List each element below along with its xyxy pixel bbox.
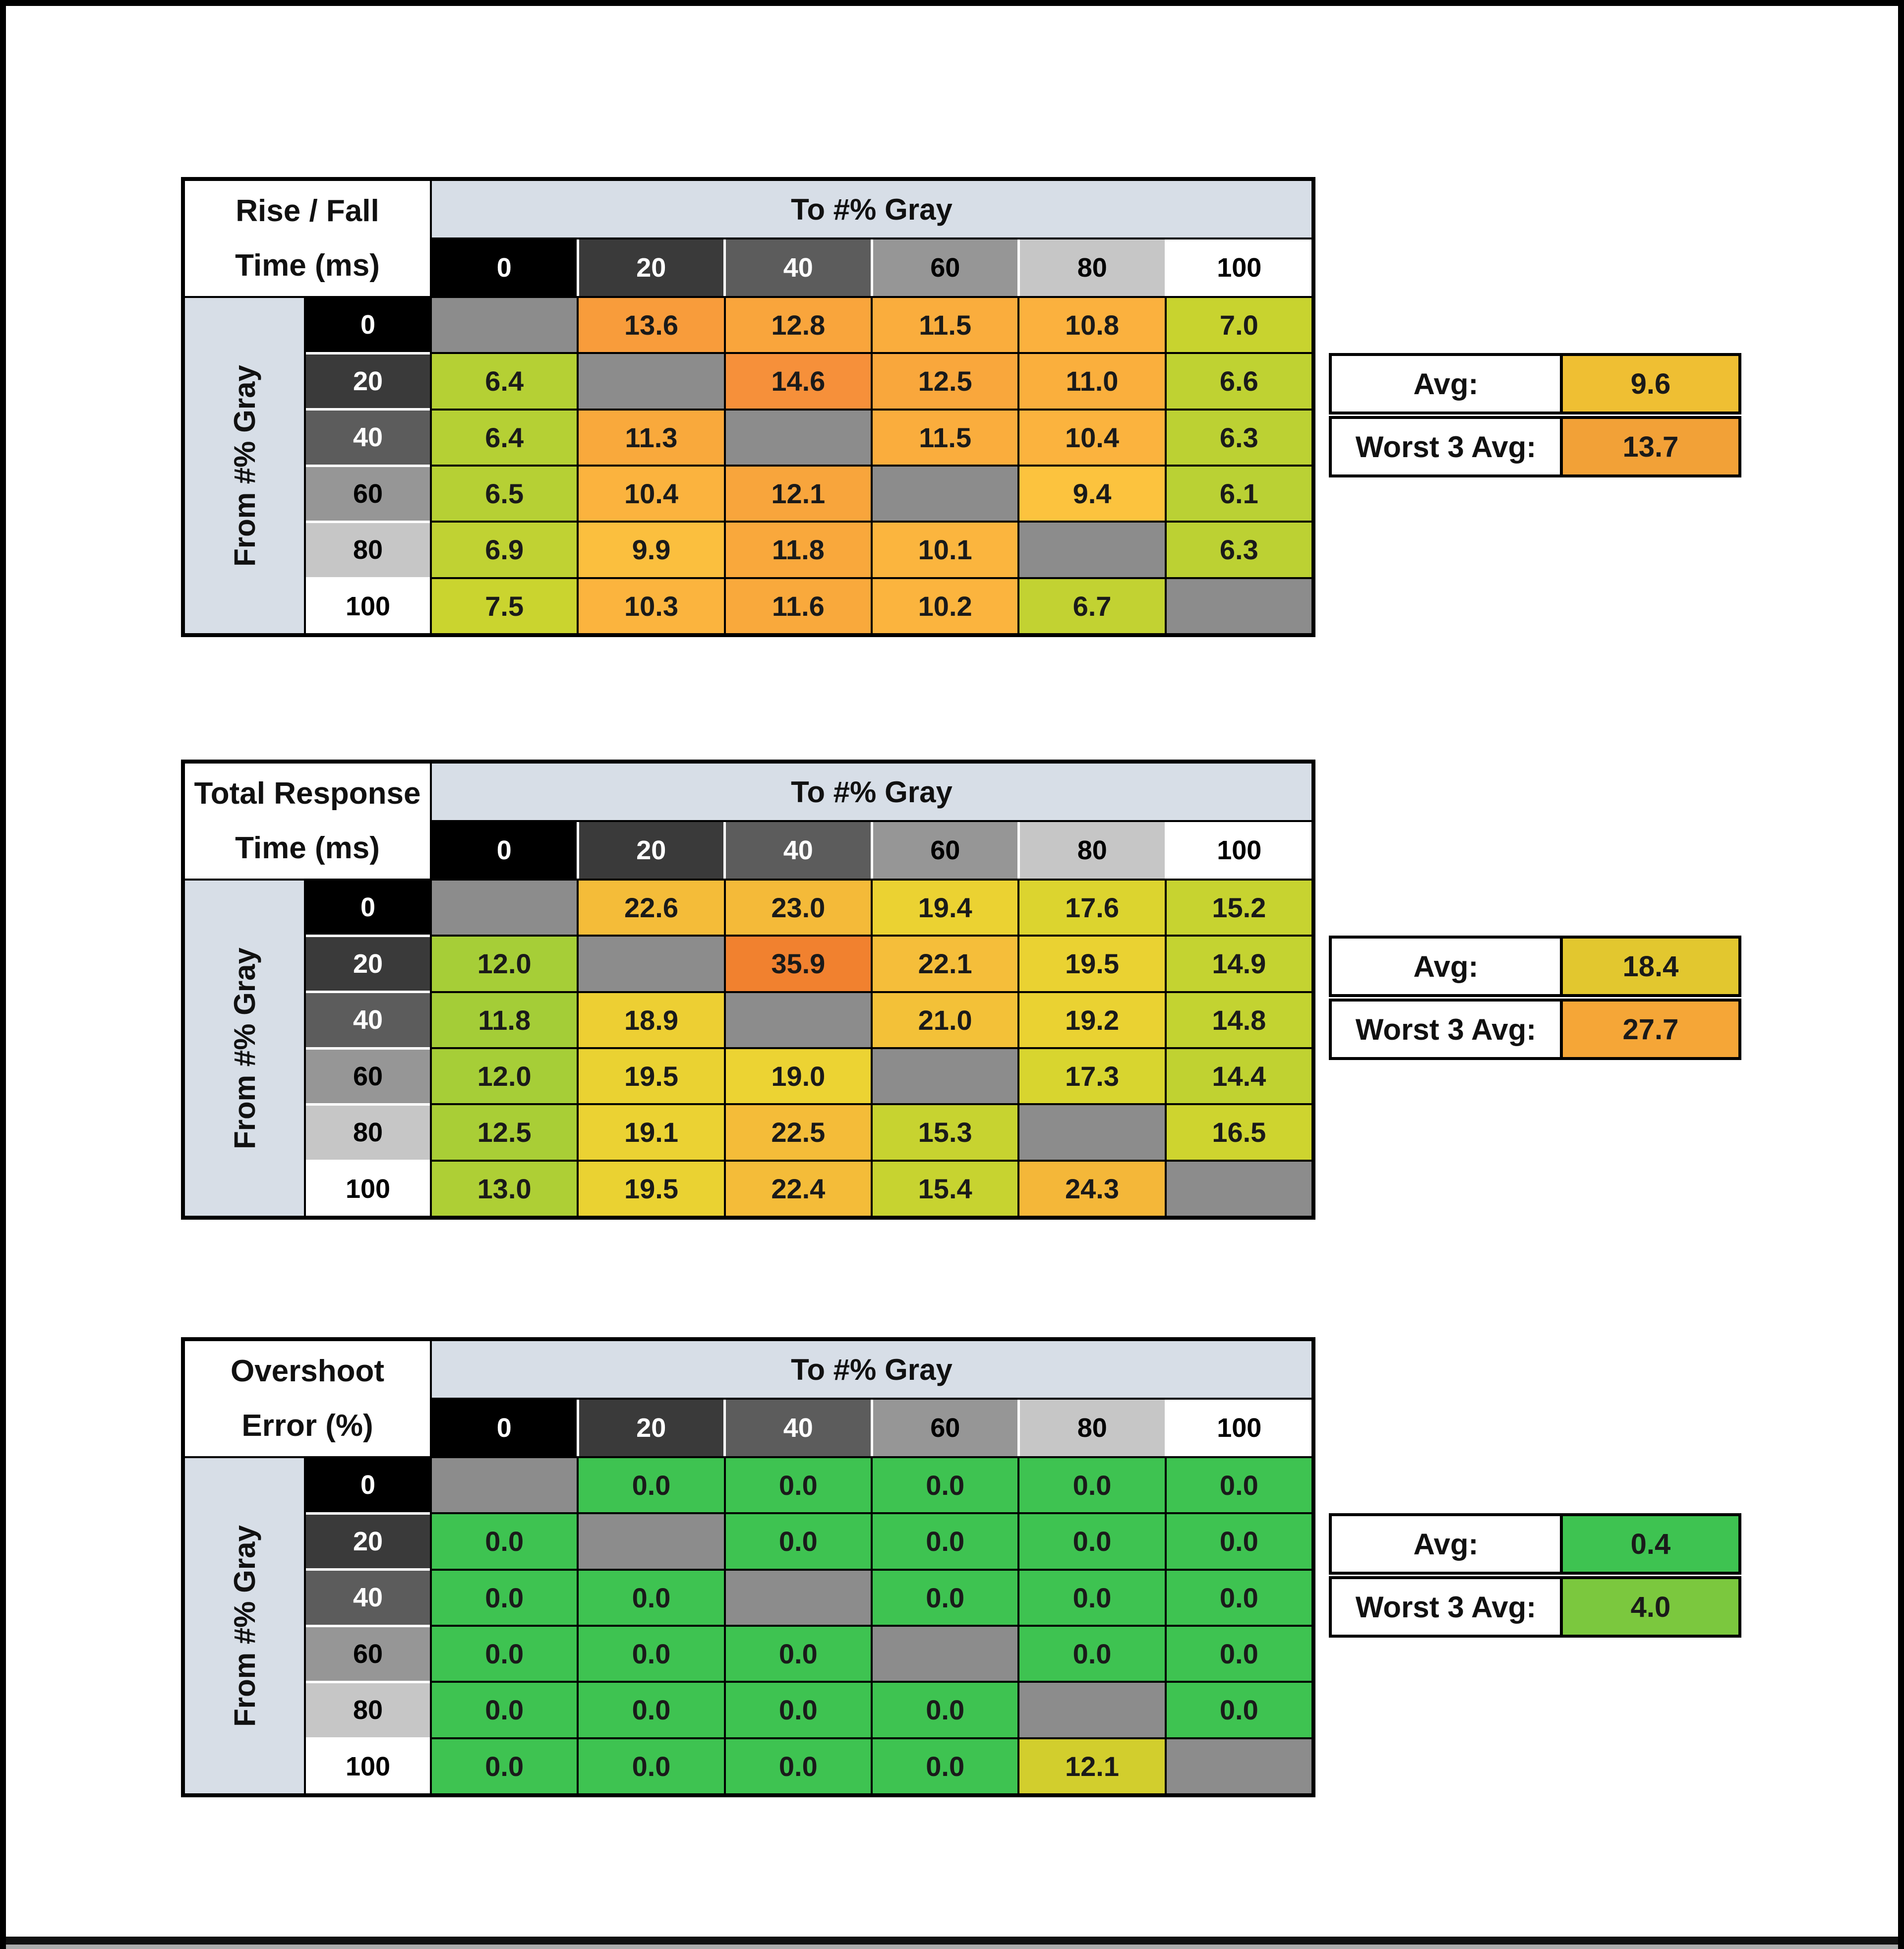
- worst3-value: 13.7: [1563, 419, 1738, 474]
- cell-from20-to80: 11.0: [1019, 354, 1164, 408]
- cell-from80-to0: 0.0: [432, 1683, 577, 1737]
- from-gray-cell: [185, 298, 304, 633]
- col-header-20: 20: [579, 239, 724, 296]
- col-header-40: 40: [726, 239, 871, 296]
- cell-from40-to0: 0.0: [432, 1571, 577, 1625]
- cell-from100-to100: [1167, 1162, 1311, 1216]
- table-title: [185, 1341, 430, 1456]
- cell-from100-to0: 13.0: [432, 1162, 577, 1216]
- row-header-100: 100: [306, 580, 430, 634]
- rise-fall-time-table: [181, 177, 1315, 637]
- cell-from60-to0: 12.0: [432, 1049, 577, 1103]
- row-headers: [306, 881, 430, 1216]
- col-header-20: 20: [579, 1400, 724, 1456]
- row-header-80: 80: [306, 1106, 430, 1160]
- cell-from80-to20: 0.0: [579, 1683, 723, 1737]
- cell-from20-to40: 35.9: [726, 937, 871, 991]
- col-header-40: 40: [726, 1400, 871, 1456]
- cell-from0-to20: 0.0: [579, 1458, 723, 1512]
- worst3-value: 27.7: [1563, 1002, 1738, 1057]
- cell-from40-to60: 0.0: [873, 1571, 1017, 1625]
- col-header-20: 20: [579, 822, 724, 879]
- cell-from0-to100: 7.0: [1167, 298, 1311, 352]
- from-gray-label: From #% Gray: [228, 1525, 261, 1727]
- row-header-0: 0: [306, 881, 430, 935]
- cell-from40-to80: 19.2: [1019, 993, 1164, 1047]
- cell-from20-to0: 12.0: [432, 937, 577, 991]
- col-header-60: 60: [873, 239, 1018, 296]
- cell-from20-to60: 0.0: [873, 1514, 1017, 1568]
- worst3-row: [1329, 999, 1741, 1060]
- cell-from80-to0: 6.9: [432, 523, 577, 577]
- cell-from0-to20: 13.6: [579, 298, 723, 352]
- cell-from60-to80: 0.0: [1019, 1627, 1164, 1681]
- cell-from80-to40: 22.5: [726, 1105, 871, 1159]
- cell-from60-to40: 19.0: [726, 1049, 871, 1103]
- row-header-40: 40: [306, 1571, 430, 1625]
- cell-from60-to0: 6.5: [432, 467, 577, 521]
- cell-from100-to80: 6.7: [1019, 579, 1164, 633]
- cell-from100-to0: 7.5: [432, 579, 577, 633]
- cell-from80-to20: 9.9: [579, 523, 723, 577]
- data-grid: [432, 1458, 1311, 1793]
- cell-from40-to0: 6.4: [432, 411, 577, 465]
- cell-from0-to40: 0.0: [726, 1458, 871, 1512]
- cell-from80-to40: 11.8: [726, 523, 871, 577]
- cell-from80-to100: 6.3: [1167, 523, 1311, 577]
- cell-from40-to60: 21.0: [873, 993, 1017, 1047]
- row-header-0: 0: [306, 298, 430, 352]
- cell-from20-to80: 0.0: [1019, 1514, 1164, 1568]
- cell-from80-to60: 10.1: [873, 523, 1017, 577]
- worst3-label: Worst 3 Avg:: [1332, 1579, 1560, 1635]
- cell-from40-to20: 0.0: [579, 1571, 723, 1625]
- cell-from100-to100: [1167, 579, 1311, 633]
- cell-from100-to60: 15.4: [873, 1162, 1017, 1216]
- cell-from20-to0: 0.0: [432, 1514, 577, 1568]
- cell-from100-to60: 10.2: [873, 579, 1017, 633]
- cell-from0-to40: 23.0: [726, 881, 871, 935]
- cell-from80-to60: 15.3: [873, 1105, 1017, 1159]
- cell-from20-to0: 6.4: [432, 354, 577, 408]
- cell-from20-to100: 6.6: [1167, 354, 1311, 408]
- from-gray-label: From #% Gray: [228, 364, 261, 567]
- cell-from60-to60: [873, 1049, 1017, 1103]
- bottom-gray-strip: [6, 1945, 1898, 1949]
- from-gray-cell: [185, 881, 304, 1216]
- cell-from60-to80: 9.4: [1019, 467, 1164, 521]
- row-header-80: 80: [306, 523, 430, 577]
- cell-from0-to0: [432, 1458, 577, 1512]
- cell-from40-to20: 11.3: [579, 411, 723, 465]
- cell-from100-to40: 0.0: [726, 1739, 871, 1793]
- cell-from80-to100: 0.0: [1167, 1683, 1311, 1737]
- cell-from60-to100: 6.1: [1167, 467, 1311, 521]
- avg-row: [1329, 1513, 1741, 1575]
- cell-from100-to40: 22.4: [726, 1162, 871, 1216]
- row-header-40: 40: [306, 993, 430, 1047]
- cell-from0-to80: 0.0: [1019, 1458, 1164, 1512]
- cell-from20-to100: 14.9: [1167, 937, 1311, 991]
- worst3-row: [1329, 1576, 1741, 1638]
- cell-from60-to80: 17.3: [1019, 1049, 1164, 1103]
- total-response-summary: [1329, 936, 1741, 1060]
- row-header-60: 60: [306, 1627, 430, 1681]
- col-header-100: 100: [1167, 822, 1312, 879]
- cell-from0-to20: 22.6: [579, 881, 723, 935]
- cell-from40-to40: [726, 411, 871, 465]
- from-gray-label: From #% Gray: [228, 947, 261, 1149]
- cell-from80-to20: 19.1: [579, 1105, 723, 1159]
- table-title-line1: Overshoot: [230, 1354, 385, 1389]
- cell-from40-to100: 14.8: [1167, 993, 1311, 1047]
- cell-from0-to60: 0.0: [873, 1458, 1017, 1512]
- cell-from100-to20: 10.3: [579, 579, 723, 633]
- cell-from20-to20: [579, 1514, 723, 1568]
- cell-from40-to80: 0.0: [1019, 1571, 1164, 1625]
- cell-from40-to20: 18.9: [579, 993, 723, 1047]
- col-header-100: 100: [1167, 1400, 1312, 1456]
- bottom-border-line: [6, 1937, 1898, 1945]
- cell-from100-to80: 12.1: [1019, 1739, 1164, 1793]
- total-response-time-table: [181, 760, 1315, 1220]
- column-headers: [432, 239, 1311, 296]
- cell-from60-to40: 12.1: [726, 467, 871, 521]
- cell-from0-to0: [432, 881, 577, 935]
- col-header-40: 40: [726, 822, 871, 879]
- cell-from40-to100: 6.3: [1167, 411, 1311, 465]
- col-header-100: 100: [1167, 239, 1312, 296]
- row-header-40: 40: [306, 411, 430, 465]
- worst3-label: Worst 3 Avg:: [1332, 1002, 1560, 1057]
- cell-from100-to20: 19.5: [579, 1162, 723, 1216]
- overshoot-summary: [1329, 1513, 1741, 1638]
- row-header-20: 20: [306, 937, 430, 991]
- col-header-0: 0: [432, 239, 577, 296]
- cell-from0-to80: 17.6: [1019, 881, 1164, 935]
- table-title-line2: Time (ms): [235, 831, 380, 866]
- cell-from40-to0: 11.8: [432, 993, 577, 1047]
- cell-from60-to60: [873, 1627, 1017, 1681]
- cell-from60-to100: 0.0: [1167, 1627, 1311, 1681]
- cell-from0-to60: 11.5: [873, 298, 1017, 352]
- cell-from80-to80: [1019, 1683, 1164, 1737]
- col-header-60: 60: [873, 822, 1018, 879]
- cell-from20-to80: 19.5: [1019, 937, 1164, 991]
- cell-from20-to40: 0.0: [726, 1514, 871, 1568]
- from-gray-cell: [185, 1458, 304, 1793]
- column-headers: [432, 822, 1311, 879]
- row-header-100: 100: [306, 1740, 430, 1794]
- avg-row: [1329, 353, 1741, 414]
- cell-from40-to40: [726, 1571, 871, 1625]
- cell-from60-to20: 10.4: [579, 467, 723, 521]
- to-gray-header: To #% Gray: [432, 764, 1311, 820]
- cell-from60-to0: 0.0: [432, 1627, 577, 1681]
- cell-from20-to100: 0.0: [1167, 1514, 1311, 1568]
- cell-from80-to80: [1019, 1105, 1164, 1159]
- cell-from100-to20: 0.0: [579, 1739, 723, 1793]
- cell-from40-to100: 0.0: [1167, 1571, 1311, 1625]
- cell-from20-to20: [579, 354, 723, 408]
- cell-from60-to100: 14.4: [1167, 1049, 1311, 1103]
- cell-from20-to60: 22.1: [873, 937, 1017, 991]
- row-header-100: 100: [306, 1162, 430, 1216]
- col-header-80: 80: [1020, 822, 1165, 879]
- cell-from100-to80: 24.3: [1019, 1162, 1164, 1216]
- cell-from100-to40: 11.6: [726, 579, 871, 633]
- col-header-80: 80: [1020, 239, 1165, 296]
- avg-label: Avg:: [1332, 1516, 1560, 1572]
- worst3-value: 4.0: [1563, 1579, 1738, 1635]
- rise-fall-summary: [1329, 353, 1741, 477]
- table-title: [185, 764, 430, 879]
- cell-from60-to20: 0.0: [579, 1627, 723, 1681]
- cell-from40-to60: 11.5: [873, 411, 1017, 465]
- table-title-line1: Rise / Fall: [236, 194, 379, 229]
- col-header-0: 0: [432, 822, 577, 879]
- row-headers: [306, 1458, 430, 1793]
- table-title-line2: Error (%): [241, 1409, 373, 1443]
- cell-from20-to40: 14.6: [726, 354, 871, 408]
- cell-from80-to80: [1019, 523, 1164, 577]
- data-grid: [432, 881, 1311, 1216]
- row-header-80: 80: [306, 1683, 430, 1737]
- cell-from20-to60: 12.5: [873, 354, 1017, 408]
- cell-from80-to40: 0.0: [726, 1683, 871, 1737]
- worst3-label: Worst 3 Avg:: [1332, 419, 1560, 474]
- col-header-80: 80: [1020, 1400, 1165, 1456]
- avg-label: Avg:: [1332, 939, 1560, 994]
- cell-from40-to40: [726, 993, 871, 1047]
- cell-from0-to100: 0.0: [1167, 1458, 1311, 1512]
- cell-from100-to60: 0.0: [873, 1739, 1017, 1793]
- cell-from80-to0: 12.5: [432, 1105, 577, 1159]
- avg-value: 18.4: [1563, 939, 1738, 994]
- table-title-line1: Total Response: [194, 776, 421, 811]
- cell-from100-to100: [1167, 1739, 1311, 1793]
- cell-from100-to0: 0.0: [432, 1739, 577, 1793]
- row-header-60: 60: [306, 467, 430, 521]
- row-headers: [306, 298, 430, 633]
- cell-from0-to80: 10.8: [1019, 298, 1164, 352]
- cell-from20-to20: [579, 937, 723, 991]
- cell-from80-to100: 16.5: [1167, 1105, 1311, 1159]
- table-title-line2: Time (ms): [235, 248, 380, 283]
- table-title: [185, 181, 430, 296]
- overshoot-error-table: [181, 1337, 1315, 1797]
- to-gray-header: To #% Gray: [432, 181, 1311, 237]
- cell-from60-to20: 19.5: [579, 1049, 723, 1103]
- cell-from0-to0: [432, 298, 577, 352]
- col-header-0: 0: [432, 1400, 577, 1456]
- avg-value: 0.4: [1563, 1516, 1738, 1572]
- cell-from60-to40: 0.0: [726, 1627, 871, 1681]
- row-header-60: 60: [306, 1050, 430, 1104]
- worst3-row: [1329, 416, 1741, 477]
- cell-from0-to60: 19.4: [873, 881, 1017, 935]
- avg-row: [1329, 936, 1741, 997]
- data-grid: [432, 298, 1311, 633]
- cell-from40-to80: 10.4: [1019, 411, 1164, 465]
- row-header-20: 20: [306, 1515, 430, 1569]
- cell-from80-to60: 0.0: [873, 1683, 1017, 1737]
- cell-from0-to40: 12.8: [726, 298, 871, 352]
- avg-value: 9.6: [1563, 356, 1738, 412]
- cell-from0-to100: 15.2: [1167, 881, 1311, 935]
- row-header-20: 20: [306, 354, 430, 409]
- to-gray-header: To #% Gray: [432, 1341, 1311, 1398]
- avg-label: Avg:: [1332, 356, 1560, 412]
- column-headers: [432, 1400, 1311, 1456]
- row-header-0: 0: [306, 1458, 430, 1512]
- col-header-60: 60: [873, 1400, 1018, 1456]
- cell-from60-to60: [873, 467, 1017, 521]
